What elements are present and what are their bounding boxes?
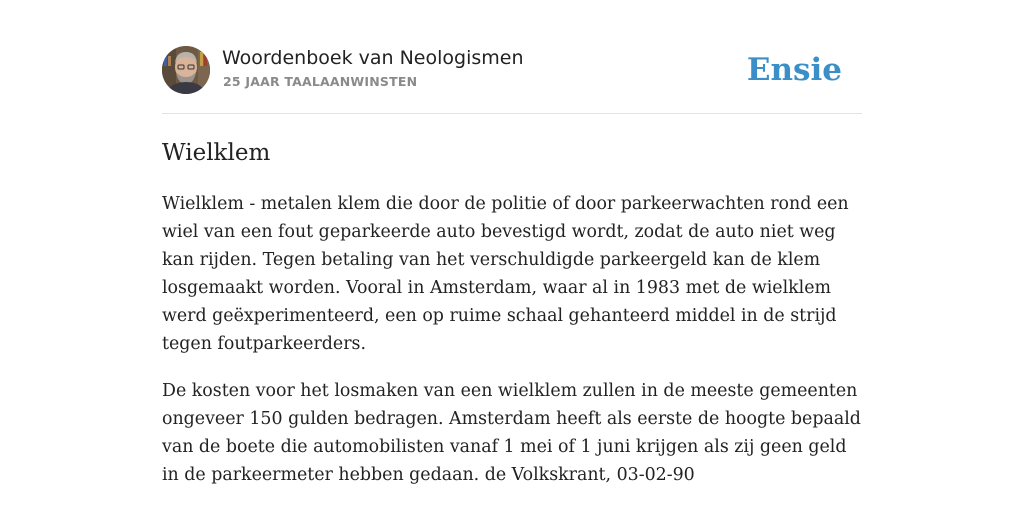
avatar-portrait-icon	[162, 46, 210, 94]
article-paragraph: Wielklem - metalen klem die door de politie of door parkeerwachten rond een wiel van een fout geparkeerde auto bevestigd wordt, zodat de auto niet weg kan rijden. Tegen betaling van het verschuldigde parkeergeld kan de klem losgemaakt worden. Vooral in Amsterdam, waar al in 1983 met de wielklem werd geëxperimenteerd, een op ruime schaal gehanteerd middel in de strijd tegen foutparkeerders.	[162, 194, 849, 354]
article-paragraph: De kosten voor het losmaken van een wielklem zullen in de meeste gemeenten ongeveer 150 gulden bedragen. Amsterdam heeft als eerste de hoogte bepaald van de boete die automobilisten vanaf 1 mei of 1 juni krijgen als zij geen geld in de parkeermeter hebben gedaan. de Volkskrant, 03-02-90	[162, 381, 861, 485]
author-avatar	[162, 46, 210, 94]
site-subtitle: 25 JAAR TAALAANWINSTEN	[223, 74, 418, 89]
header	[162, 46, 862, 96]
header-divider	[162, 113, 862, 114]
article-title: Wielklem	[162, 140, 271, 166]
article-body	[162, 190, 867, 508]
brand-logo[interactable]: Ensie	[746, 52, 842, 88]
site-title[interactable]: Woordenboek van Neologismen	[222, 47, 524, 69]
